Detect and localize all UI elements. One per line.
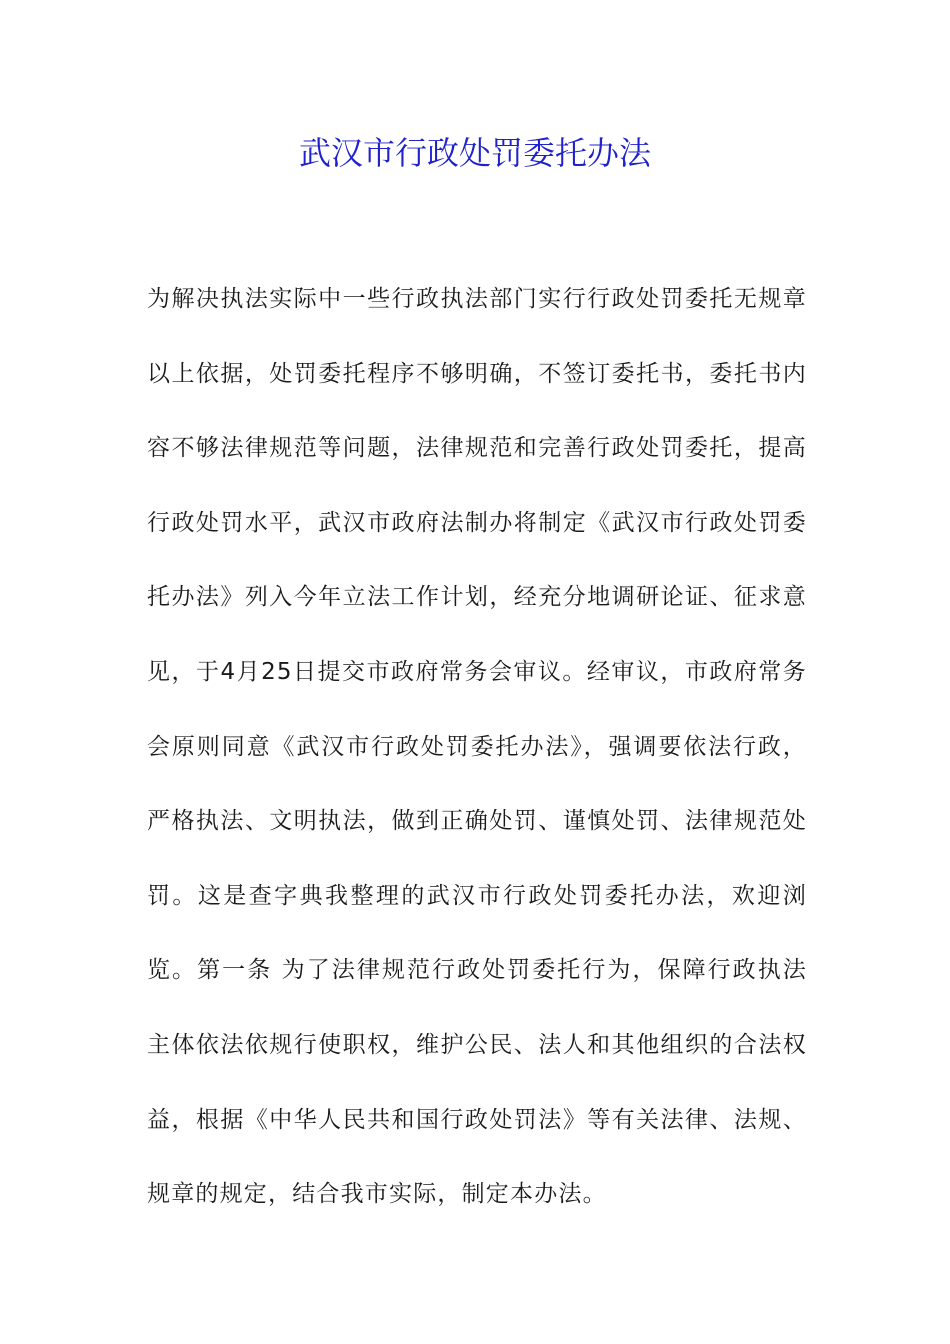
article-1-label: 第一条 [197,957,273,984]
intro-paragraph: 为解决执法实际中一些行政执法部门实行行政处罚委托无规章以上依据，处罚委托程序不够明确，不签订委托书，委托书内容不够法律规范等问题，法律规范和完善行政处罚委托，提高行政处罚水平，武汉市政府法制办将制定《武汉市行政处罚委托办法》列入今年立法工作计划，经充分地调研论证、征求意见，于4月25日提交市政府常务会审议。经审议，市政府常务会原则同意《武汉市行政处罚委托办法》，强调要依法行政，严格执法、文明执法，做到正确处罚、谨慎处罚、法律规范处罚。这是查字典我整理的武汉市行政处罚委托办法，欢迎浏览。 [147,286,807,984]
document-body [147,262,807,1232]
article-1-text: 为了法律规范行政处罚委托行为，保障行政执法主体依法依规行使职权，维护公民、法人和其他组织的合法权益，根据《中华人民共和国行政处罚法》等有关法律、法规、规章的规定，结合我市实际，制定本办法。 [147,957,807,1208]
document-title: 武汉市行政处罚委托办法 [298,134,651,172]
